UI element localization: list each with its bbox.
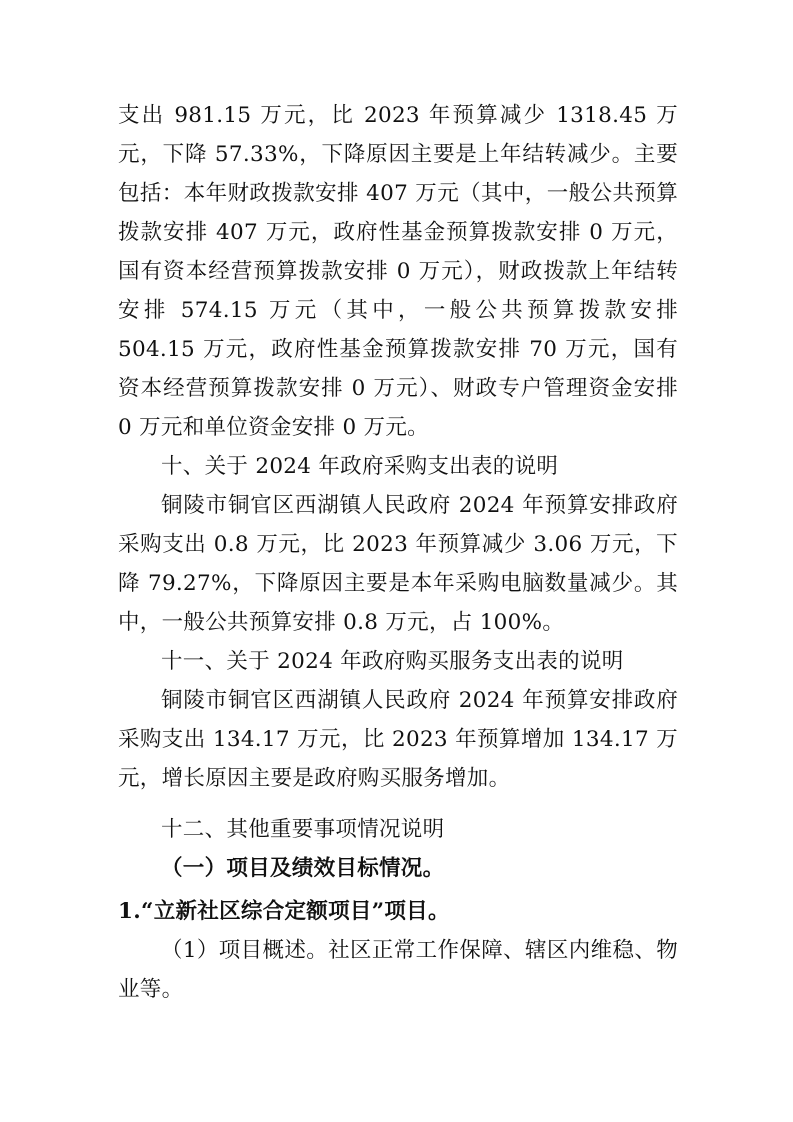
section-heading-11: 十一、关于 2024 年政府购买服务支出表的说明	[161, 649, 624, 674]
paragraph-service-purchase: 铜陵市铜官区西湖镇人民政府 2024 年预算安排政府采购支出 134.17 万元，比 2023 年预算增加 134.17 万元，增长原因主要是政府购买服务增加。	[118, 688, 678, 791]
section-heading-10: 十、关于 2024 年政府采购支出表的说明	[161, 454, 559, 479]
paragraph-budget-expenditure: 支出 981.15 万元，比 2023 年预算减少 1318.45 万元，下降 57.33%，下降原因主要是上年结转减少。主要包括：本年财政拨款安排 407 万元（其中，一般公共预算拨款安排 407 万元，政府性基金预算拨款安排 0 万元，国有资本经营预算拨款安排 0 万元），财政拨款上年结转安排 574.15 万元（其中，一般公共预算拨款安排 504.15 万元，政府性基金预算拨款安排 70 万元，国有资本经营预算拨款安排 0 万元）、财政专户管理资金安排 0 万元和单位资金安排 0 万元。	[118, 103, 678, 440]
project-overview-paragraph: （1）项目概述。社区正常工作保障、辖区内维稳、物业等。	[118, 938, 678, 1002]
project-item-heading: 1.“立新社区综合定额项目”项目。	[118, 899, 450, 924]
subsection-heading-projects: （一）项目及绩效目标情况。	[161, 856, 445, 881]
section-heading-12: 十二、其他重要事项情况说明	[161, 817, 445, 842]
paragraph-procurement: 铜陵市铜官区西湖镇人民政府 2024 年预算安排政府采购支出 0.8 万元，比 2023 年预算减少 3.06 万元，下降 79.27%，下降原因主要是本年采购电脑数量减少。其中，一般公共预算安排 0.8 万元，占 100%。	[118, 493, 678, 635]
